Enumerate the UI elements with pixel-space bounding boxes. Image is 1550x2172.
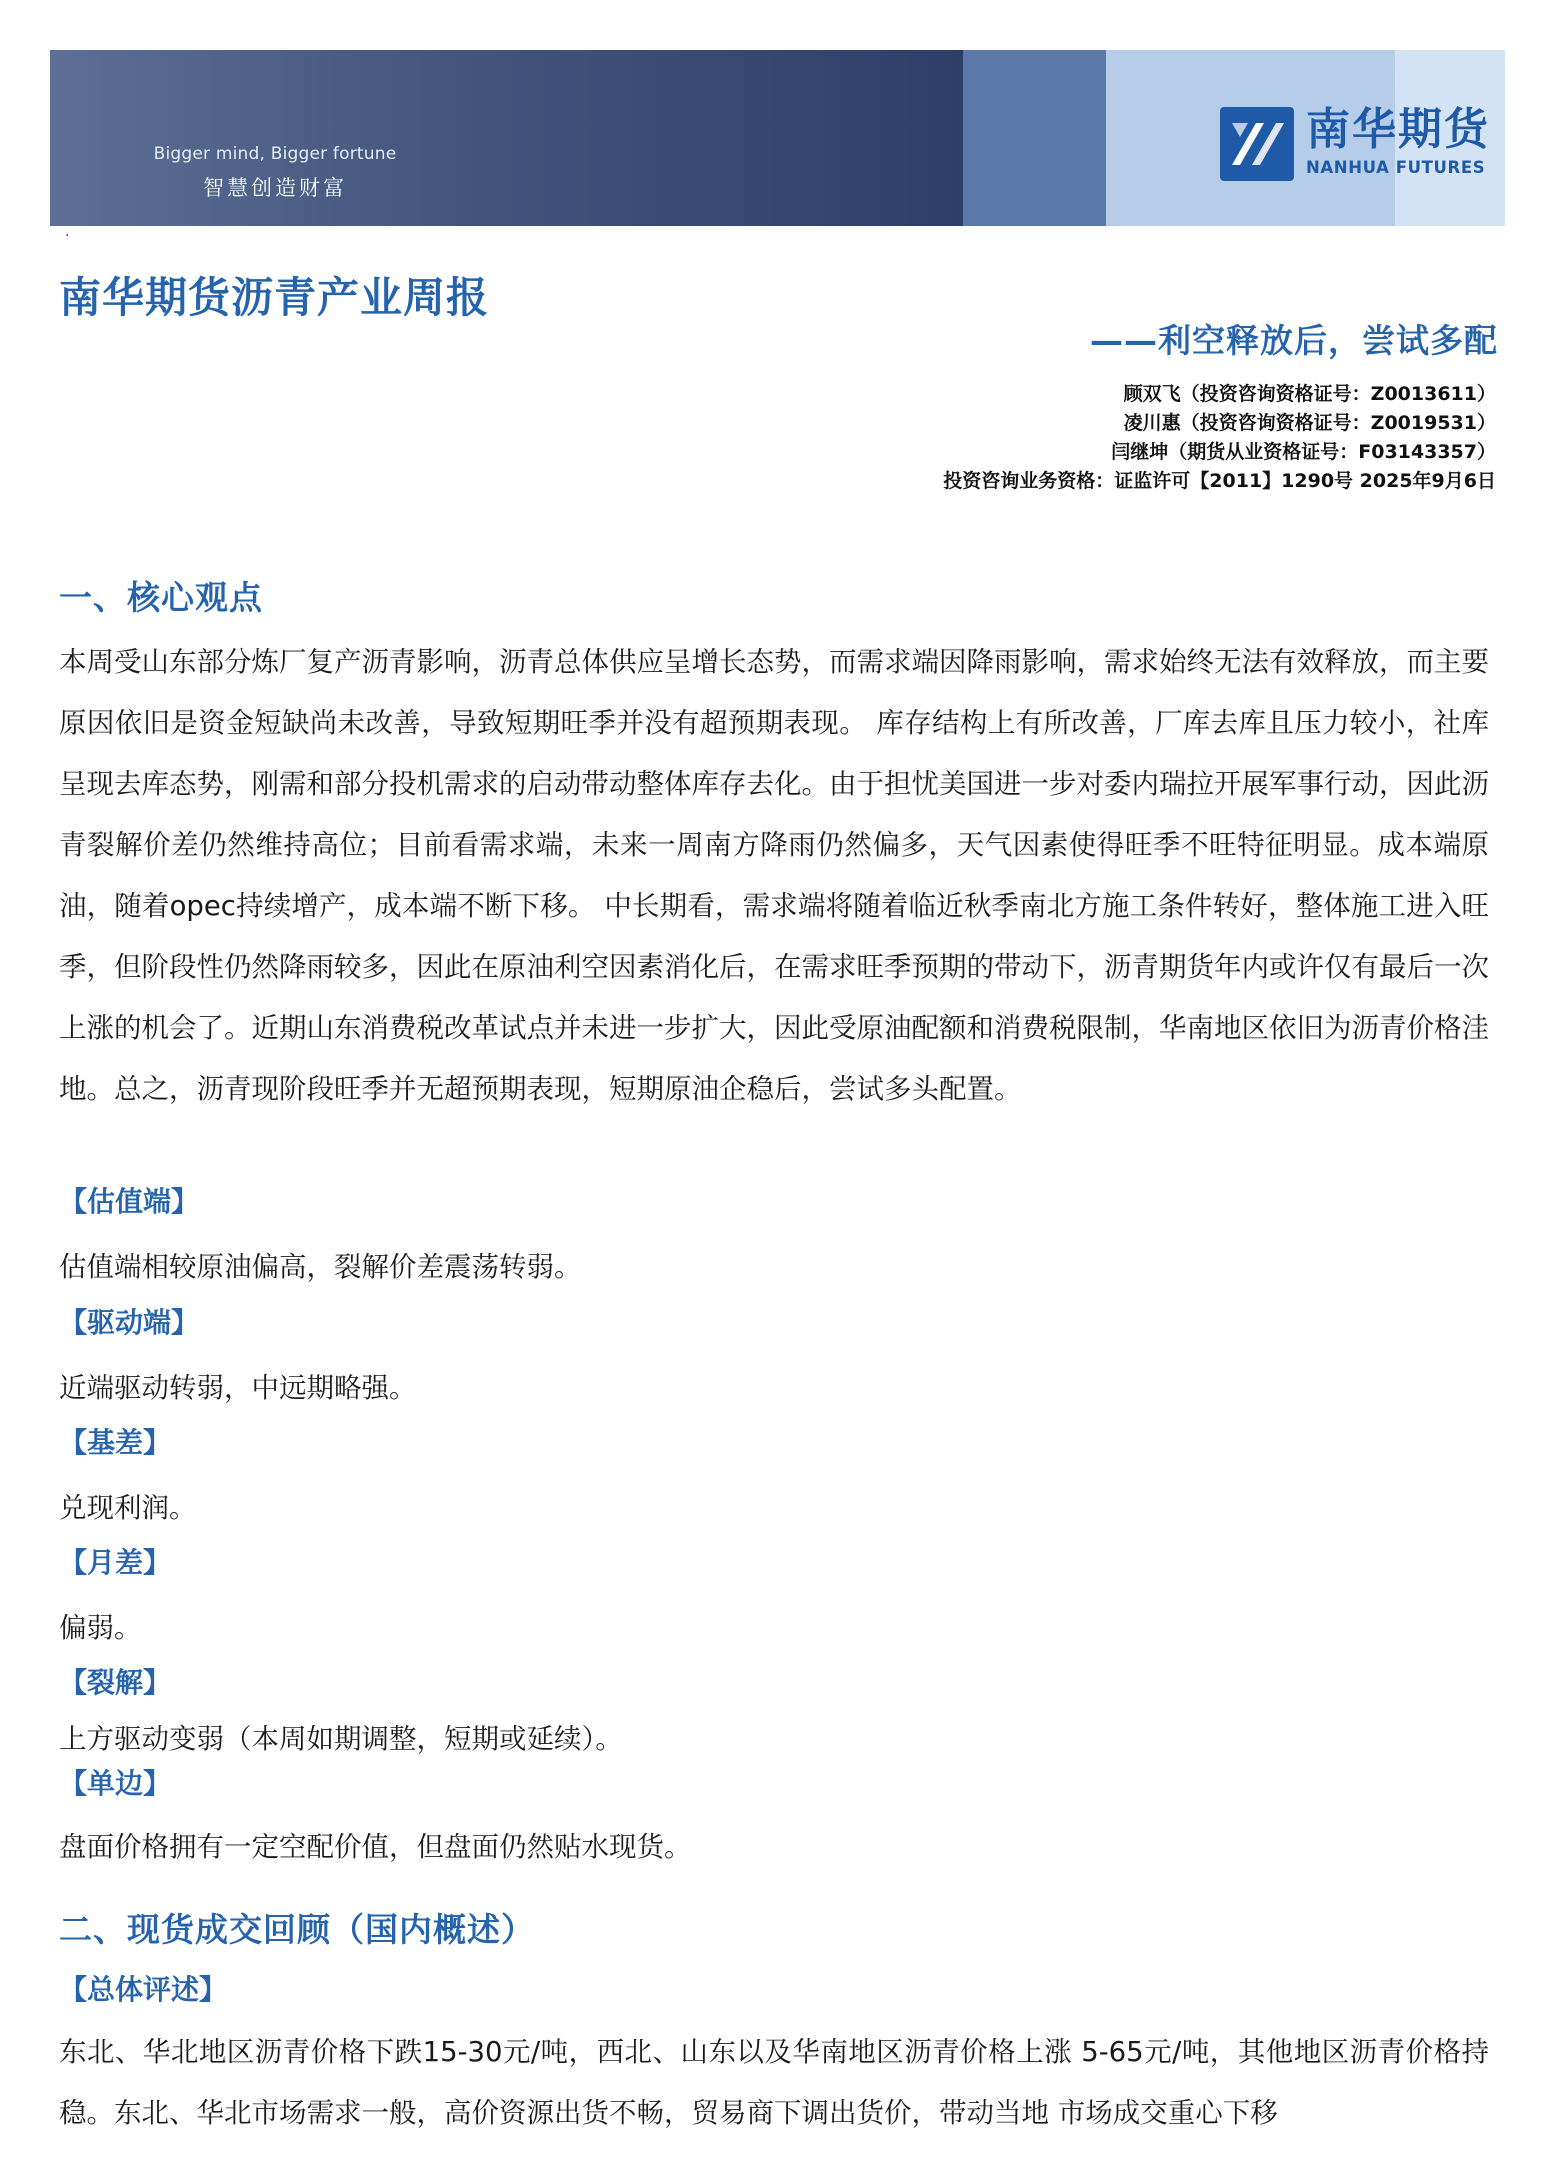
author-line: 闫继坤（期货从业资格证号：F03143357）: [1111, 441, 1496, 463]
banner-mid-panel: [963, 50, 1106, 226]
text-driver: 近端驱动转弱，中远期略强。: [59, 1372, 417, 1404]
tag-outright: 【单边】: [59, 1767, 172, 1800]
document-title: 南华期货沥青产业周报: [59, 273, 490, 322]
tag-crack: 【裂解】: [59, 1666, 172, 1699]
tag-driver: 【驱动端】: [59, 1306, 200, 1339]
text-crack: 上方驱动变弱（本周如期调整，短期或延续）。: [59, 1723, 623, 1755]
slogan-english: Bigger mind, Bigger fortune: [153, 144, 397, 164]
logo-text-english: NANHUA FUTURES: [1306, 158, 1486, 177]
qualification-line: 投资咨询业务资格：证监许可【2011】1290号 2025年9月6日: [943, 470, 1496, 492]
document-subtitle: ——利空释放后，尝试多配: [1090, 321, 1498, 360]
text-outright: 盘面价格拥有一定空配价值，但盘面仍然贴水现货。: [59, 1831, 692, 1863]
slogan-chinese: 智慧创造财富: [203, 176, 347, 200]
tag-basis: 【基差】: [59, 1426, 172, 1459]
author-block: [943, 380, 1496, 496]
header-banner: [50, 50, 1505, 226]
nanhua-logo-icon: [1218, 105, 1296, 183]
text-valuation: 估值端相较原油偏高，裂解价差震荡转弱。: [59, 1251, 582, 1283]
text-month-spread: 偏弱。: [59, 1612, 142, 1644]
author-line: 凌川惠（投资咨询资格证号：Z0019531）: [1123, 412, 1496, 434]
summary-paragraph: 本周受山东部分炼厂复产沥青影响，沥青总体供应呈增长态势，而需求端因降雨影响，需求始终无法有效释放，而主要原因依旧是资金短缺尚未改善，导致短期旺季并没有超预期表现。 库存结构上有所改善，厂库去库且压力较小，社库呈现去库态势，刚需和部分投机需求的启动带动整体库存去化。由于担忧美国进一步对委内瑞拉开展军事行动，因此沥青裂解价差仍然维持高位；目前看需求端，未来一周南方降雨仍然偏多，天气因素使得旺季不旺特征明显。成本端原油，随着opec持续增产，成本端不断下移。 中长期看，需求端将随着临近秋季南北方施工条件转好，整体施工进入旺季，但阶段性仍然降雨较多，因此在原油利空因素消化后，在需求旺季预期的带动下，沥青期货年内或许仅有最后一次上涨的机会了。近期山东消费税改革试点并未进一步扩大，因此受原油配额和消费税限制，华南地区依旧为沥青价格洼地。总之，沥青现阶段旺季并无超预期表现，短期原油企稳后，尝试多头配置。: [59, 646, 1489, 1105]
section-heading-core-view: 一、核心观点: [59, 578, 263, 617]
overall-paragraph: 东北、华北地区沥青价格下跌15-30元/吨，西北、山东以及华南地区沥青价格上涨 5-65元/吨，其他地区沥青价格持稳。东北、华北市场需求一般，高价资源出货不畅，贸易商下调出货价，带动当地 市场成交重心下移: [59, 2036, 1489, 2129]
tag-overall: 【总体评述】: [59, 1973, 228, 2006]
tag-valuation: 【估值端】: [59, 1185, 200, 1218]
logo-text-chinese: 南华期货: [1306, 104, 1490, 155]
tag-month-spread: 【月差】: [59, 1546, 172, 1579]
author-line: 顾双飞（投资咨询资格证号：Z0013611）: [1123, 383, 1496, 405]
page-marker: ·: [65, 228, 70, 244]
section-heading-spot-review: 二、现货成交回顾（国内概述）: [59, 1910, 535, 1949]
text-basis: 兑现利润。: [59, 1492, 197, 1524]
